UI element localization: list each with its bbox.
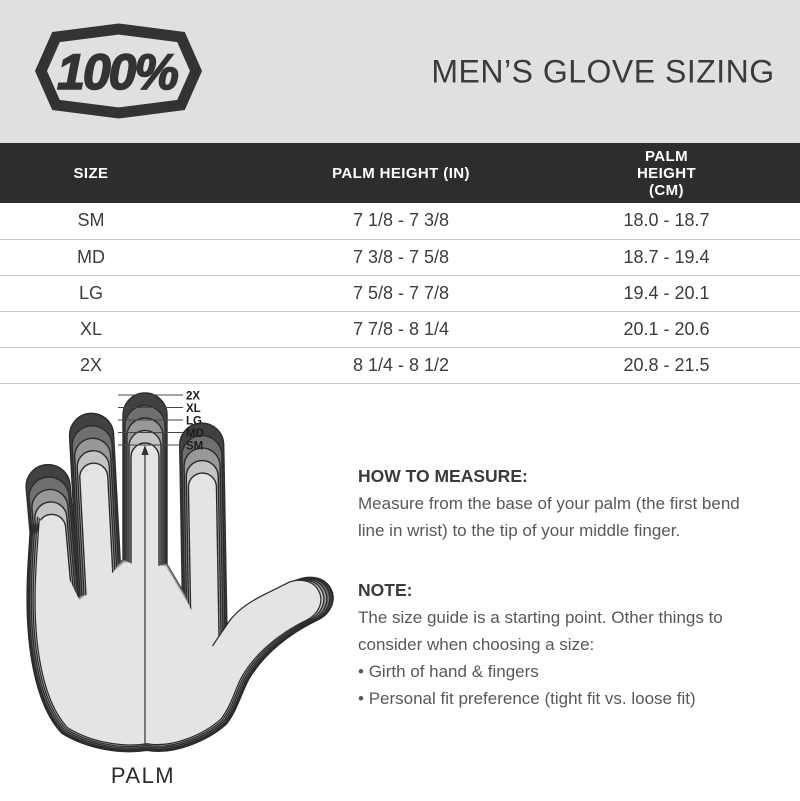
glove-size-layers xyxy=(24,393,332,751)
how-to-measure-block xyxy=(358,466,758,544)
note-bullet: • Personal fit preference (tight fit vs. loose fit) xyxy=(358,685,758,712)
table-cell-size: LG xyxy=(78,282,103,303)
table-cell-palm_height_cm: 18.7 - 19.4 xyxy=(623,246,710,267)
table-cell-palm_height_in: 7 5/8 - 7 7/8 xyxy=(352,282,450,303)
hand-diagram xyxy=(12,384,357,794)
table-cell-palm_height_cm: 18.0 - 18.7 xyxy=(623,210,710,231)
table-cell-palm_height_in: 7 7/8 - 8 1/4 xyxy=(352,318,450,339)
table-header-row xyxy=(0,143,800,203)
column-header: SIZE xyxy=(73,164,109,182)
size-level-label: XL xyxy=(186,402,201,415)
page-title: MEN’S GLOVE SIZING xyxy=(431,53,775,90)
note-bullet-list xyxy=(358,658,758,712)
how-to-measure-heading: HOW TO MEASURE: xyxy=(358,465,528,486)
how-to-measure-body: Measure from the base of your palm (the first bend line in wrist) to the tip of your middle finger. xyxy=(358,493,740,540)
column-header: PALM HEIGHT (CM) xyxy=(636,147,697,199)
table-row xyxy=(0,203,800,239)
size-level-label: MD xyxy=(186,427,204,440)
note-heading: NOTE: xyxy=(358,579,413,600)
table-row xyxy=(0,275,800,311)
table-cell-palm_height_in: 7 1/8 - 7 3/8 xyxy=(352,210,450,231)
size-level-label: LG xyxy=(186,415,202,427)
sizing-table xyxy=(0,143,800,384)
table-row xyxy=(0,239,800,275)
table-cell-palm_height_in: 8 1/4 - 8 1/2 xyxy=(352,354,450,375)
size-level-label: 2X xyxy=(186,390,201,402)
diagram-section xyxy=(0,384,800,801)
table-cell-palm_height_cm: 19.4 - 20.1 xyxy=(623,282,710,303)
table-cell-size: SM xyxy=(77,210,105,231)
note-block xyxy=(358,580,758,712)
table-cell-size: MD xyxy=(77,246,105,267)
note-body: The size guide is a starting point. Other things to consider when choosing a size: xyxy=(358,607,723,654)
table-cell-size: 2X xyxy=(79,354,103,375)
table-cell-palm_height_cm: 20.1 - 20.6 xyxy=(623,318,710,339)
size-level-label: SM xyxy=(186,440,204,452)
brand-logo-100-percent-icon xyxy=(37,25,200,117)
palm-label: PALM xyxy=(110,762,176,788)
column-header: PALM HEIGHT (IN) xyxy=(332,164,470,182)
table-row xyxy=(0,311,800,347)
table-cell-size: XL xyxy=(79,318,103,339)
table-row xyxy=(0,347,800,383)
logo-text: 100% xyxy=(57,44,177,100)
note-bullet: • Girth of hand & fingers xyxy=(358,658,758,685)
table-cell-palm_height_cm: 20.8 - 21.5 xyxy=(623,354,710,375)
header xyxy=(0,0,800,143)
table-cell-palm_height_in: 7 3/8 - 7 5/8 xyxy=(352,246,450,267)
